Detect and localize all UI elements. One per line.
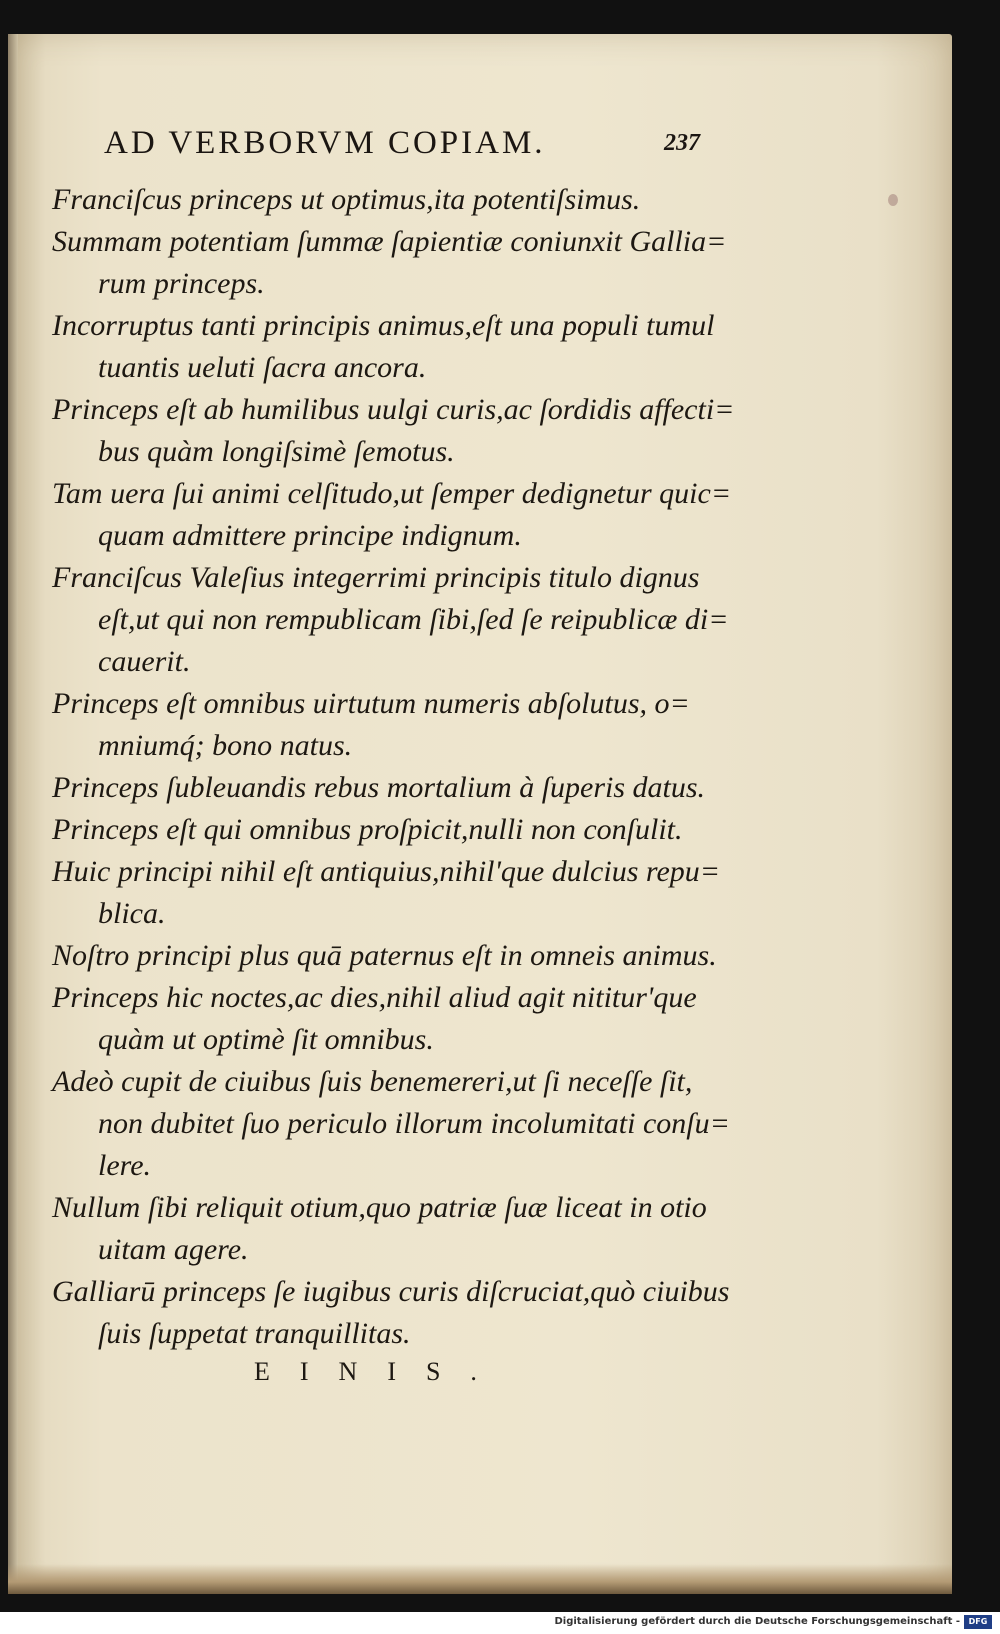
text-line: Franciſcus Valeſius integerrimi principis titulo dignus <box>52 561 700 594</box>
text-line: Noſtro principi plus quā paternus eſt in omneis animus. <box>52 939 717 972</box>
text-line: Galliarū princeps ſe iugibus curis diſcruciat,quò ciuibus <box>52 1275 730 1308</box>
text-line: Summam potentiam ſummæ ſapientiæ coniunxit Gallia= <box>52 225 727 258</box>
text-line: blica. <box>98 897 166 930</box>
text-line: lere. <box>98 1149 152 1182</box>
text-line: Princeps eſt omnibus uirtutum numeris abſolutus, o= <box>52 687 690 720</box>
book-page <box>8 34 952 1594</box>
text-line: cauerit. <box>98 645 191 678</box>
text-line: Incorruptus tanti principis animus,eſt una populi tumul <box>52 309 715 342</box>
stain-mark <box>888 194 898 206</box>
text-line: eſt,ut qui non rempublicam ſibi,ſed ſe reipublicæ di= <box>98 603 729 636</box>
page-body-text <box>52 179 787 1355</box>
text-line: rum princeps. <box>98 267 265 300</box>
text-line: Nullum ſibi reliquit otium,quo patriæ ſuæ liceat in otio <box>52 1191 707 1224</box>
finis-mark: EINIS. <box>254 1357 507 1386</box>
page-edge <box>8 34 18 1594</box>
page-number: 237 <box>664 130 700 156</box>
text-line: Princeps hic noctes,ac dies,nihil aliud agit nititur'que <box>52 981 697 1014</box>
text-line: quam admittere principe indignum. <box>98 519 522 552</box>
page-header <box>104 116 744 170</box>
text-line: uitam agere. <box>98 1233 249 1266</box>
footer-bar <box>0 1612 1000 1634</box>
text-line: bus quàm longiſsimè ſemotus. <box>98 435 455 468</box>
text-line: mniumq́; bono natus. <box>98 729 353 762</box>
text-line: Tam uera ſui animi celſitudo,ut ſemper dedignetur quic= <box>52 477 732 510</box>
text-line: tuantis ueluti ſacra ancora. <box>98 351 427 384</box>
text-line: ſuis ſuppetat tranquillitas. <box>98 1317 411 1350</box>
running-head: AD VERBORVM COPIAM. <box>104 125 546 161</box>
funding-credit: Digitalisierung gefördert durch die Deutsche Forschungsgemeinschaft - <box>554 1616 960 1627</box>
text-line: Huic principi nihil eſt antiquius,nihil'que dulcius repu= <box>52 855 720 888</box>
text-line: quàm ut optimè ſit omnibus. <box>98 1023 434 1056</box>
text-line: Adeò cupit de ciuibus ſuis benemereri,ut ſi neceſſe ſit, <box>52 1065 693 1098</box>
dfg-logo: DFG <box>964 1615 992 1629</box>
text-line: Princeps eſt qui omnibus proſpicit,nulli non conſulit. <box>52 813 683 846</box>
text-line: Franciſcus princeps ut optimus,ita potentiſsimus. <box>52 183 641 216</box>
text-line: Princeps eſt ab humilibus uulgi curis,ac ſordidis affecti= <box>52 393 735 426</box>
text-line: non dubitet ſuo periculo illorum incolumitati conſu= <box>98 1107 730 1140</box>
text-line: Princeps ſubleuandis rebus mortalium à ſuperis datus. <box>52 771 706 804</box>
page-bottom-edge <box>8 1564 952 1594</box>
